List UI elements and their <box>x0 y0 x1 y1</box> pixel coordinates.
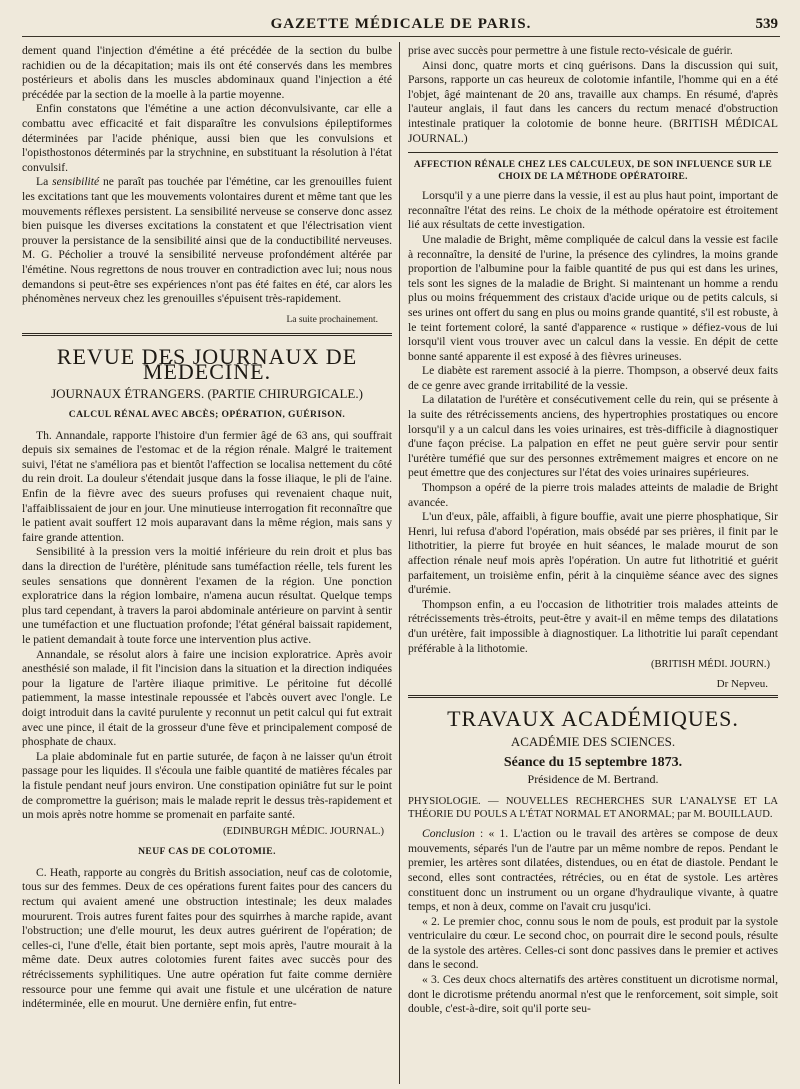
session-date: Séance du 15 septembre 1873. <box>503 754 683 770</box>
paragraph <box>22 175 392 306</box>
emphasis: Conclusion <box>422 827 475 841</box>
paragraph: La plaie abdominale fut en partie suturée, de façon à ne laisser qu'un étroit passage pour les liquides. Il s'écoula une faible quantité de matières fécales par la fistule pendant neuf jours environ. Une constipation opiniâtre fut sur le point de compromettre la guérison; mais le malade reprit le dessus très-rapidement et un mois après notre homme se promenait en parfaite santé. <box>22 749 392 822</box>
author-signature: Dr Nepveu. <box>716 677 768 690</box>
section-title: REVUE DES JOURNAUX DE MÉDECINE. <box>56 344 358 384</box>
paragraph: Sensibilité à la pression vers la moitié inférieure du rein droit et plus bas dans la direction de l'urétère, plénitude sans tuméfaction réelle, tels furent les seules sensations que donnèrent l'examen de la région. Une ponction exploratrice dans la région lombaire, n'amena aucun résultat. Quelque temps plus tard cependant, à travers la paroi abdominale antérieure on parvint à sentir une tuméfaction et une fluctuation profonde; l'état général baissait rapidement, le patient demandait à toute force une intervention plus active. <box>22 545 392 646</box>
paragraph: La dilatation de l'urétère et consécutivement celle du rein, qui se présente à la suite des rétrécissements anciens, des hypertrophies prostatiques ou encore lorsqu'il y a un calcul dans les voies urinaires, est très-difficile à diagnostiquer d'une façon précise. La palpation en effet ne peut guère servir pour sentir l'urétère tuméfié que sur des personnes extrêmement maigres et encore on ne peut émettre que des conjectures sur l'état des voies urinaires supérieures. <box>408 393 778 480</box>
section-rule <box>22 333 392 336</box>
journal-title: GAZETTE MÉDICALE DE PARIS. <box>270 16 532 32</box>
column-divider <box>399 42 400 1084</box>
paragraph: Le diabète est rarement associé à la pierre. Thompson, a observé deux faits de ce genre avec grande irritabilité de la vessie. <box>408 364 778 392</box>
article-heading: AFFECTION RÉNALE CHEZ LES CALCULEUX, DE SON INFLUENCE SUR LE CHOIX DE LA MÉTHODE OPÉRATOIRE. <box>413 160 773 183</box>
paragraph: Thompson enfin, a eu l'occasion de lithotritier trois malades atteints de rétrécissements très-étroits, peut-être y avait-il en même temps des dilatations d'un urétère, fait impossible à diagnostiquer. La lithotritie lui paraît cependant préférable à la lithotomie. <box>408 597 778 655</box>
paragraph: « 3. Ces deux chocs alternatifs des artères constituent un dicrotisme normal, dont le dicrotisme prétendu anormal n'est que le renforcement, soit simple, soit double, c'est-à-dire, soit qu'il porte seu- <box>408 973 778 1016</box>
paragraph: Ainsi donc, quatre morts et cinq guérisons. Dans la discussion qui suit, Parsons, rapporte un cas heureux de colotomie infantile, l'homme qui en a été l'objet, âgé maintenant de 20 ans, travaille aux champs. En résumé, d'après l'auteur anglais, il faut dans les cancers du rectum menacé d'obstruction intestinale pratiquer la colotomie de bonne heure. (BRITISH MÉDICAL JOURNAL.) <box>408 58 778 145</box>
section-rule <box>408 695 778 698</box>
paragraph: prise avec succès pour permettre à une fistule recto-vésicale de guérir. <box>408 44 733 57</box>
page-number: 539 <box>755 16 778 32</box>
article-heading: CALCUL RÉNAL AVEC ABCÈS; OPÉRATION, GUÉRISON. <box>68 409 346 421</box>
paragraph: Une maladie de Bright, même compliquée de calcul dans la vessie est facile à reconnaître, la densité de l'urine, la présence des cylindres, la moins grande proportion de l'albumine pour la faible quantité de pus qui est dans les urines, tels sont les signes de la maladie de Bright. Si maintenant un homme a rendu plus ou moins fréquemment des cristaux d'acide urique ou de petits calculs, si ses urines ont offert du sang en plus ou moins grande quantité, s'il est robuste, à le teint fortement coloré, la santé d'apparence « rustique » défiez-vous de lui lorsqu'il vient vous trouver avec un calcul dans la vessie. En dépit de cette bonne santé apparente il est exposé à des fièvres urineuses. <box>408 232 778 363</box>
emphasis: sensibilité <box>52 175 100 189</box>
article-heading: NEUF CAS DE COLOTOMIE. <box>138 846 276 858</box>
paragraph: Th. Annandale, rapporte l'histoire d'un fermier âgé de 63 ans, qui souffrait depuis six semaines de l'estomac et de la région rénale. Malgré le traitement suivi, l'état ne s'améliora pas et bientôt l'affection se localisa nettement du côté du rein droit. La douleur s'étendait jusque dans la fosse iliaque, le pli de l'aine. Enfin de la fièvre avec des sueurs profuses qui revenaient chaque nuit, l'affaiblissaient de jour en jour. Une minutieuse interrogation fit reconnaître que le patient avait souffert 12 mois auparavant dans la même région, mais sans y faire grande attention. <box>22 428 392 544</box>
paragraph: Annandale, se résolut alors à faire une incision exploratrice. Après avoir anesthésié son malade, il fit l'incision dans la situation et la direction indiquées pour la ligature de l'artère iliaque primitive. Le péritoine fut décollé patiemment, la masse intestinale repoussée et l'abcès ouvert avec l'ongle. Le doigt introduit dans la cavité purulente y reconnut un petit calcul qui fut extrait avec une pince, il était de la grosseur d'une fève et principalement composé de phosphate de chaux. <box>22 647 392 749</box>
paragraph: L'un d'eux, pâle, affaibli, à figure bouffie, avait une pierre phosphatique, Sir Henri, lui refusa d'abord l'opération, mais obsédé par ses prières, il finit par le lithotritier, la pierre fut broyée en huit séances, le malade mourut de son affection rénale neuf mois après l'opération. Un autre fut lithotritié et guérit parfaitement, un troisième enfin, périt à la cinquième séance avec des signes d'urémie. <box>408 510 778 597</box>
paragraph: Lorsqu'il y a une pierre dans la vessie, il est au plus haut point, important de reconnaître l'état des reins. Le choix de la méthode opératoire est étroitement lié aux résultats de cette investigation. <box>408 189 778 232</box>
continued-note: La suite prochainement. <box>286 314 378 325</box>
section-subtitle: JOURNAUX ÉTRANGERS. (PARTIE CHIRURGICALE.) <box>51 386 363 402</box>
section-title: TRAVAUX ACADÉMIQUES. <box>447 706 739 732</box>
paragraph: C. Heath, rapporte au congrès du British association, neuf cas de colotomie, tous sur des femmes. Deux de ces opérations furent faites pour des cancers du rectum qui avaient amené une obstruction intestinale; les deux malades moururent. Trois autres furent faites pour des squirrhes à marche rapide, avant l'obstruction; une d'elle mourut, les deux autres guérirent de l'opération; de celles-ci, l'une d'elle, était bien portante, sept mois après, l'autre mourait à la même date. Deux autres colotomies furent faites avec succès pour des rétrécissements syphilitiques. Une autre opération fut faite comme dernière ressource pour une femme qui avait une fistule et une ulcération de nature indéterminée, elle en mourut. Une dernière enfin, fut entre- <box>22 865 392 1011</box>
text-run: La <box>36 175 53 189</box>
paragraph: « 2. Le premier choc, connu sous le nom de pouls, est produit par la systole ventriculaire du cœur. Le second choc, on pourrait dire le second pouls, résulte de la systole des artères. Celles-ci sont donc passives dans le premier et actives dans le second. <box>408 914 778 972</box>
article-heading: PHYSIOLOGIE. — NOUVELLES RECHERCHES SUR L'ANALYSE ET LA THÉORIE DU POULS A L'ÉTAT NORMAL ET ANORMAL; par M. BOUILLAUD. <box>408 795 778 820</box>
article-rule <box>408 152 778 153</box>
paragraph: Thompson a opéré de la pierre trois malades atteints de maladie de Bright avancée. <box>408 481 778 509</box>
paragraph <box>408 827 778 915</box>
running-head <box>22 14 780 37</box>
source-citation: (EDINBURGH MÉDIC. JOURNAL.) <box>223 825 384 837</box>
paragraph: dement quand l'injection d'émétine a été précédée de la section du bulbe rachidien ou de la décapitation; mais ils ont été conservés dans les membres postérieurs et abolis dans les muscles abdominaux quand l'injection a été précédée par la section de la moelle à la partie moyenne. <box>22 44 392 101</box>
left-column <box>22 44 392 1084</box>
source-citation: (BRITISH MÉDI. JOURN.) <box>651 659 770 671</box>
right-column <box>408 44 778 1084</box>
text-run: ne paraît pas touchée par l'émétine, car les grenouilles fuient les excitations tant que les mouvements volontaires durent et même tant que les mouvements réflexes persistent. La sensibilité nerveuse se conserve donc assez bien puisque les diverses excitations la constatent et que l'électrisation vient prouver la persistance de la sensibilité ainsi que de la conductibilité nerveuses. M. G. Pécholier a trouvé la sensibilité nerveuse profondément altérée par l'émétine. Nous regrettons de nous trouver en contradiction avec lui; nous nous demandons si peut-être ses expériences n'ont pas été faites en été, car alors les phénomènes nerveux chez les grenouilles s'épuisent très-rapidement. <box>22 175 392 306</box>
paragraph: Enfin constatons que l'émétine a une action déconvulsivante, car elle a combattu avec efficacité et fait disparaître les convulsions épileptiformes déterminées par l'acide phénique, aussi bien que les convulsions et l'opisthostonos déterminés par la strychnine, en substituant la résolution à l'état convulsif. <box>22 102 392 174</box>
academy-name: ACADÉMIE DES SCIENCES. <box>510 733 676 749</box>
presidency: Présidence de M. Bertrand. <box>527 772 659 787</box>
text-run: : « 1. L'action ou le travail des artères se compose de deux mouvements, séparés l'un de l'autre par un même nombre de repos. Pendant le premier, les artères sont dilatées, distendues, ou en état de diastole. Pendant le second, elles sont contractées, rétrécies, ou en état de systole. Les artères constituent donc un instrument ou un organe d'hydraulique vivante, à quatre temps, et non à deux, comme on l'avait cru jusqu'ici. <box>408 827 778 914</box>
